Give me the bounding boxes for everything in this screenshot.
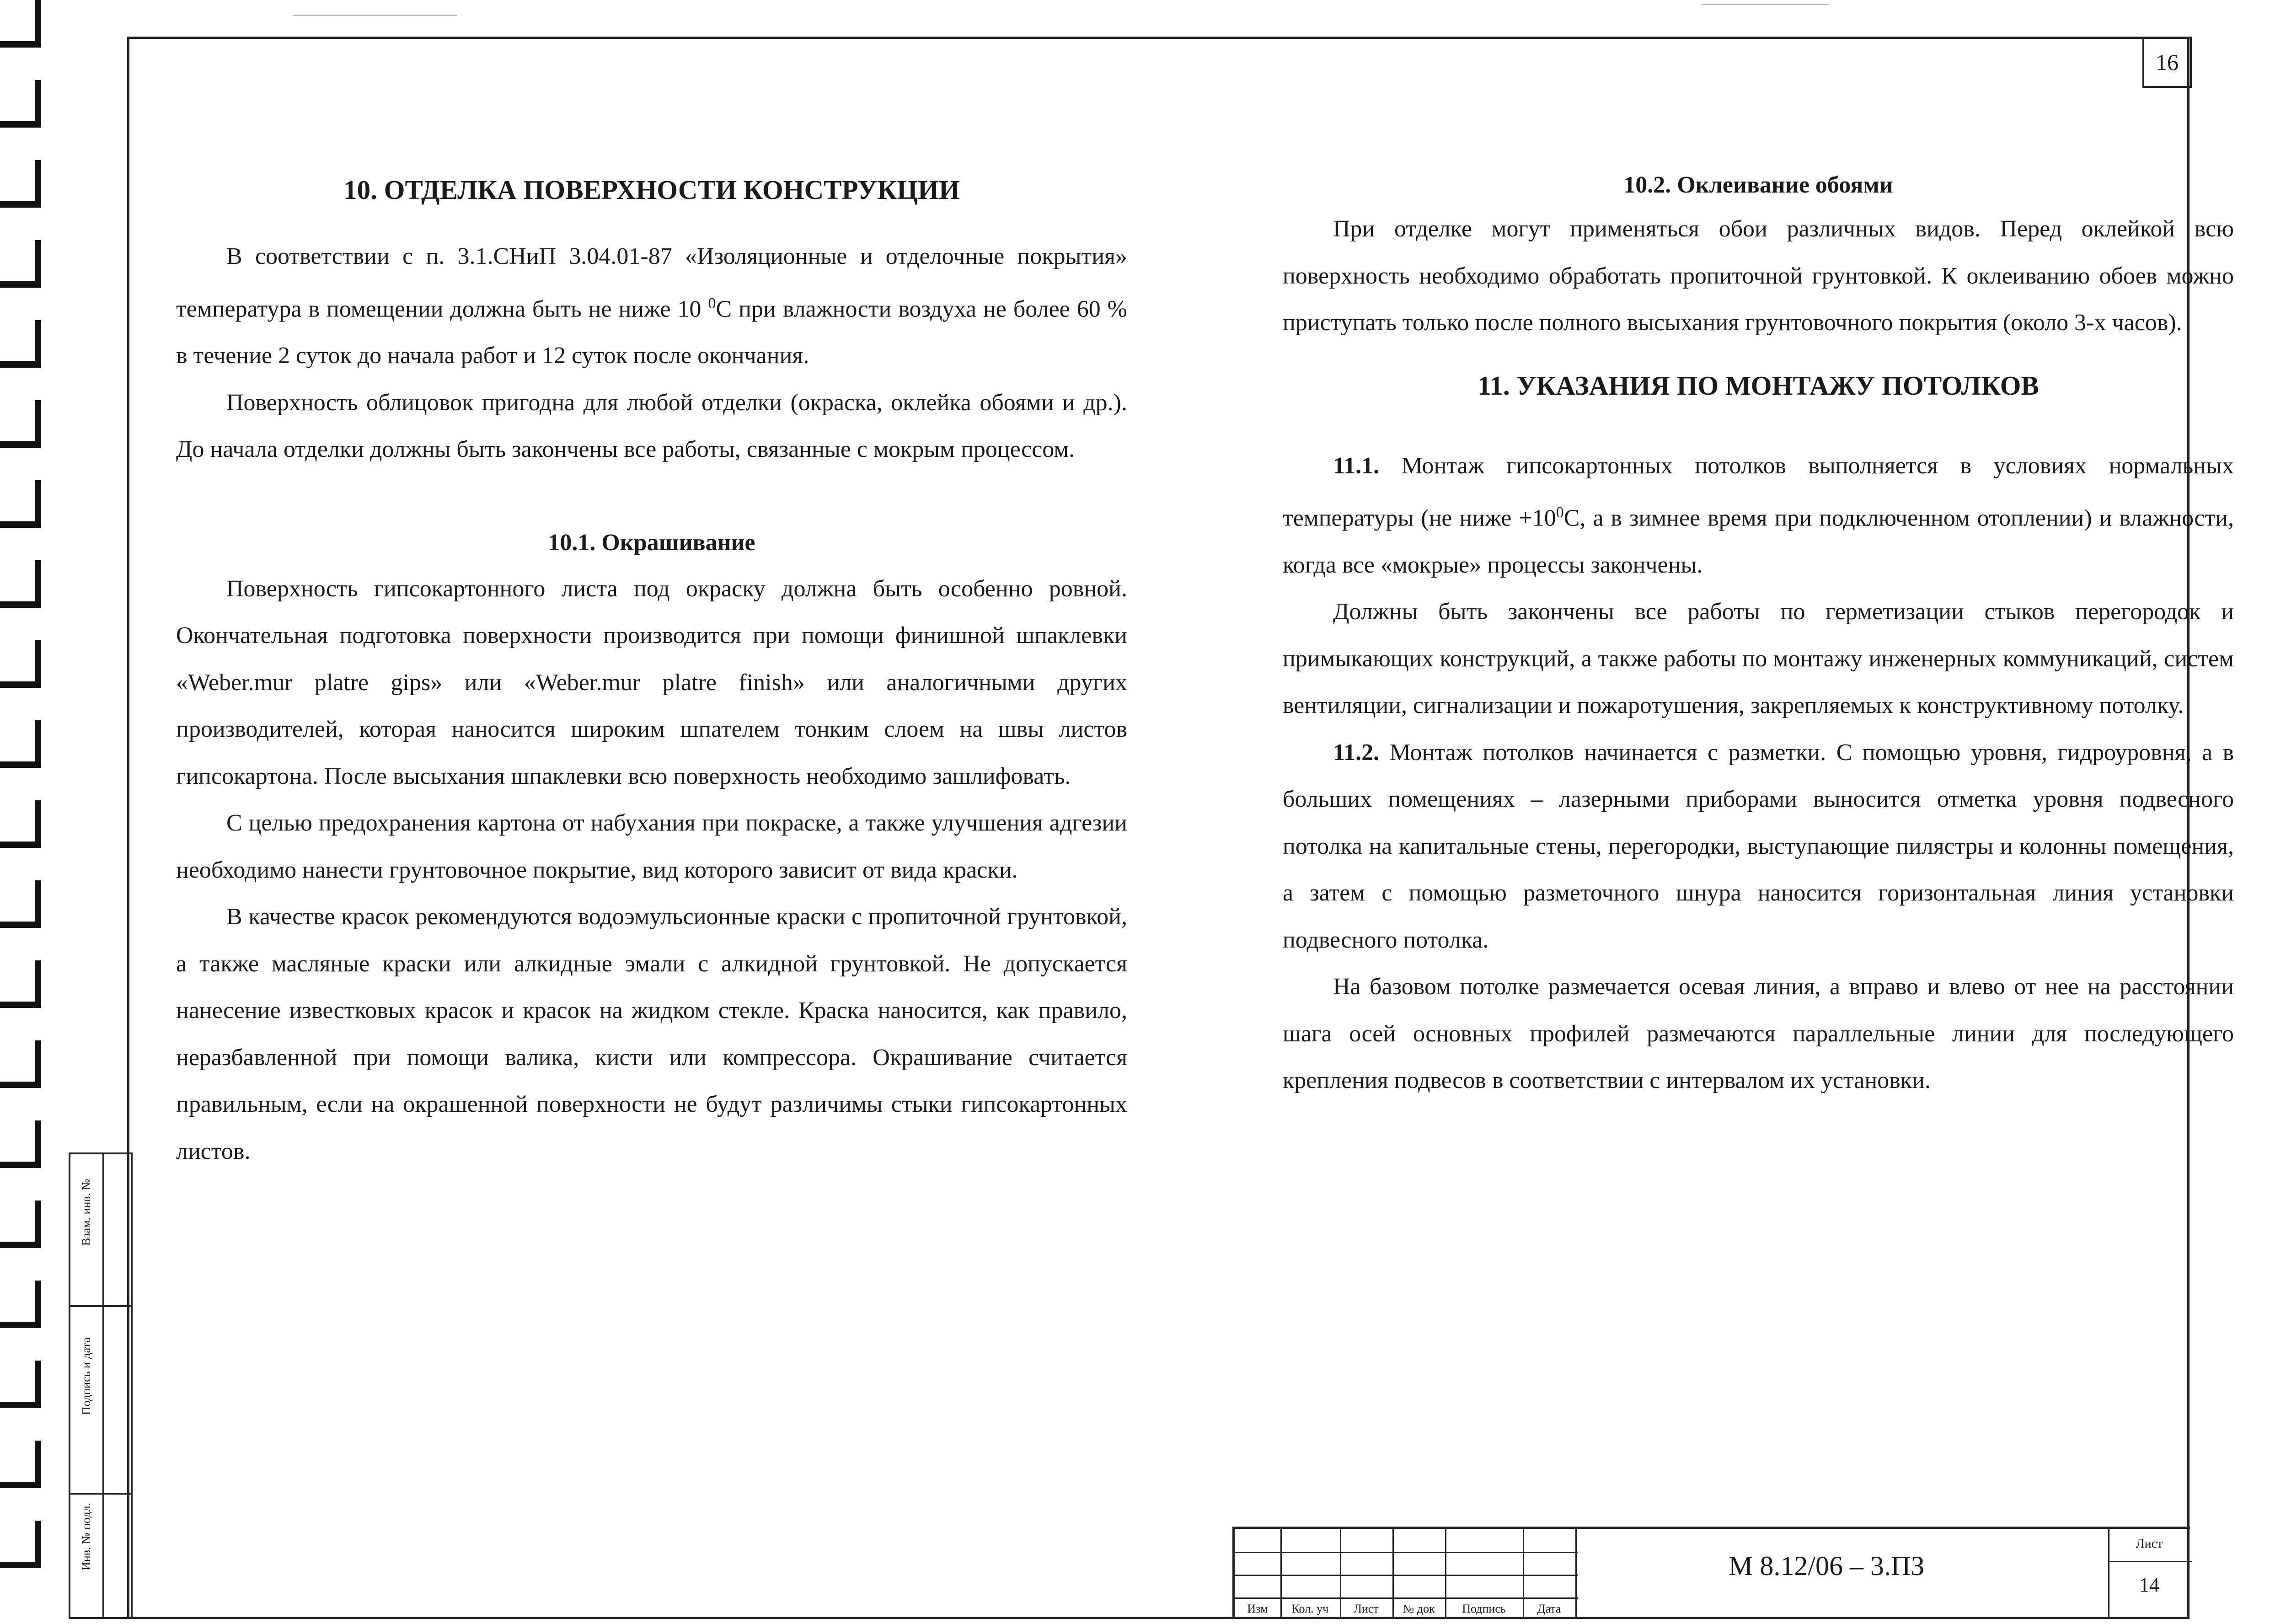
col-list: Лист bbox=[1354, 1602, 1379, 1615]
sheet-number: 14 bbox=[2139, 1574, 2159, 1596]
sheet-label: Лист bbox=[2136, 1537, 2163, 1551]
col-data: Дата bbox=[1537, 1602, 1561, 1615]
document-code: М 8.12/06 – 3.ПЗ bbox=[1729, 1551, 1925, 1581]
side-stamp-podpis: Подпись и дата bbox=[80, 1337, 93, 1415]
right-column bbox=[1283, 165, 2234, 1104]
section-11-heading: 11. УКАЗАНИЯ ПО МОНТАЖУ ПОТОЛКОВ bbox=[1478, 370, 2039, 401]
col-podpis: Подпись bbox=[1462, 1602, 1506, 1615]
col-izm: Изм bbox=[1247, 1602, 1268, 1615]
paragraph-primer: С целью предохранения картона от набухания при покраске, а также улучшения адгезии необходимо нанести грунтовочное покрытие, вид которого зависит от вида краски. bbox=[176, 810, 1127, 883]
paragraph-wallpaper: При отделке могут применяться обои различных видов. Перед оклейкой всю поверхность необходимо обработать пропиточной грунтовкой. К оклеиванию обоев можно приступать только после полного высыхания грунтовочного покрытия (около 3-х часов). bbox=[1283, 216, 2234, 336]
section-10-heading: 10. ОТДЕЛКА ПОВЕРХНОСТИ КОНСТРУКЦИИ bbox=[343, 175, 960, 205]
paragraph-axis-lines: На базовом потолке размечается осевая линия, а вправо и влево от нее на расстоянии шага осей основных профилей размечаются параллельные линии для последующего крепления подвесов в соответствии с интервалом их установки. bbox=[1283, 974, 2234, 1094]
section-10-2-heading: 10.2. Оклеивание обоями bbox=[1623, 172, 1893, 198]
paragraph-conditions: В соответствии с п. 3.1.СНиП 3.04.01-87 «Изоляционные и отделочные покрытия» температура в помещении должна быть не ниже 10 $^0$С при влажности воздуха не более 60 % в течение 2 суток до начала работ и 12 суток после окончания. bbox=[176, 243, 1127, 369]
paragraph-surface: Поверхность облицовок пригодна для любой отделки (окраска, оклейка обоями и др.). До начала отделки должны быть закончены все работы, связанные с мокрым процессом. bbox=[176, 389, 1127, 463]
scan-line bbox=[293, 15, 457, 16]
paragraph-11-1: 11.1. Монтаж гипсокартонных потолков выполняется в условиях нормальных температуры (не ниже $+10^0С$, а в зимнее время при подключенном отоплении) и влажности, когда все «мокрые» процессы закончены. bbox=[1283, 452, 2234, 578]
section-10-1-heading: 10.1. Окрашивание bbox=[548, 529, 755, 556]
title-block bbox=[1232, 1527, 2190, 1619]
paragraph-11-2: 11.2. Монтаж потолков начинается с разметки. С помощью уровня, гидроуровня, а в больших помещениях – лазерными приборами выносится отметка уровня подвесного потолка на капитальные стены, перегородки, выступающие пилястры и колонны помещения, а затем с помощью разметочного шнура наносится горизонтальная линия установки подвесного потолка. bbox=[1283, 739, 2234, 953]
side-stamp bbox=[69, 1152, 133, 1619]
col-ndok: № док bbox=[1403, 1602, 1435, 1615]
paragraph-sealing: Должны быть закончены все работы по герметизации стыков перегородок и примыкающих конструкций, а также работы по монтажу инженерных коммуникаций, систем вентиляции, сигнализации и пожаротушения, закрепляемых к конструктивному потолку. bbox=[1283, 599, 2234, 719]
left-column bbox=[176, 165, 1127, 1175]
paragraph-paints: В качестве красок рекомендуются водоэмульсионные краски с пропиточной грунтовкой, а также масляные краски или алкидные эмали с алкидной грунтовкой. Не допускается нанесение известковых красок и красок на жидком стекле. Краска наносится, как правило, неразбавленной при помощи валика, кисти или компрессора. Окрашивание считается правильным, если на окрашенной поверхности не будут различимы стыки гипсокартонных листов. bbox=[176, 904, 1127, 1164]
scan-line bbox=[1701, 4, 1829, 5]
paragraph-painting-prep: Поверхность гипсокартонного листа под окраску должна быть особенно ровной. Окончательная подготовка поверхности производится при помощи финишной шпаклевки «Weber.mur platre gips» или «Weber.mur platre finish» или аналогичными других производителей, которая наносится широким шпателем тонким слоем на швы листов гипсокартона. После высыхания шпаклевки всю поверхность необходимо зашлифовать. bbox=[176, 575, 1127, 789]
side-stamp-vzam: Взам. инв. № bbox=[80, 1179, 93, 1246]
page-number: 16 bbox=[2142, 37, 2192, 88]
col-kol: Кол. уч bbox=[1291, 1602, 1329, 1615]
side-stamp-inv: Инв. № подл. bbox=[80, 1502, 93, 1570]
